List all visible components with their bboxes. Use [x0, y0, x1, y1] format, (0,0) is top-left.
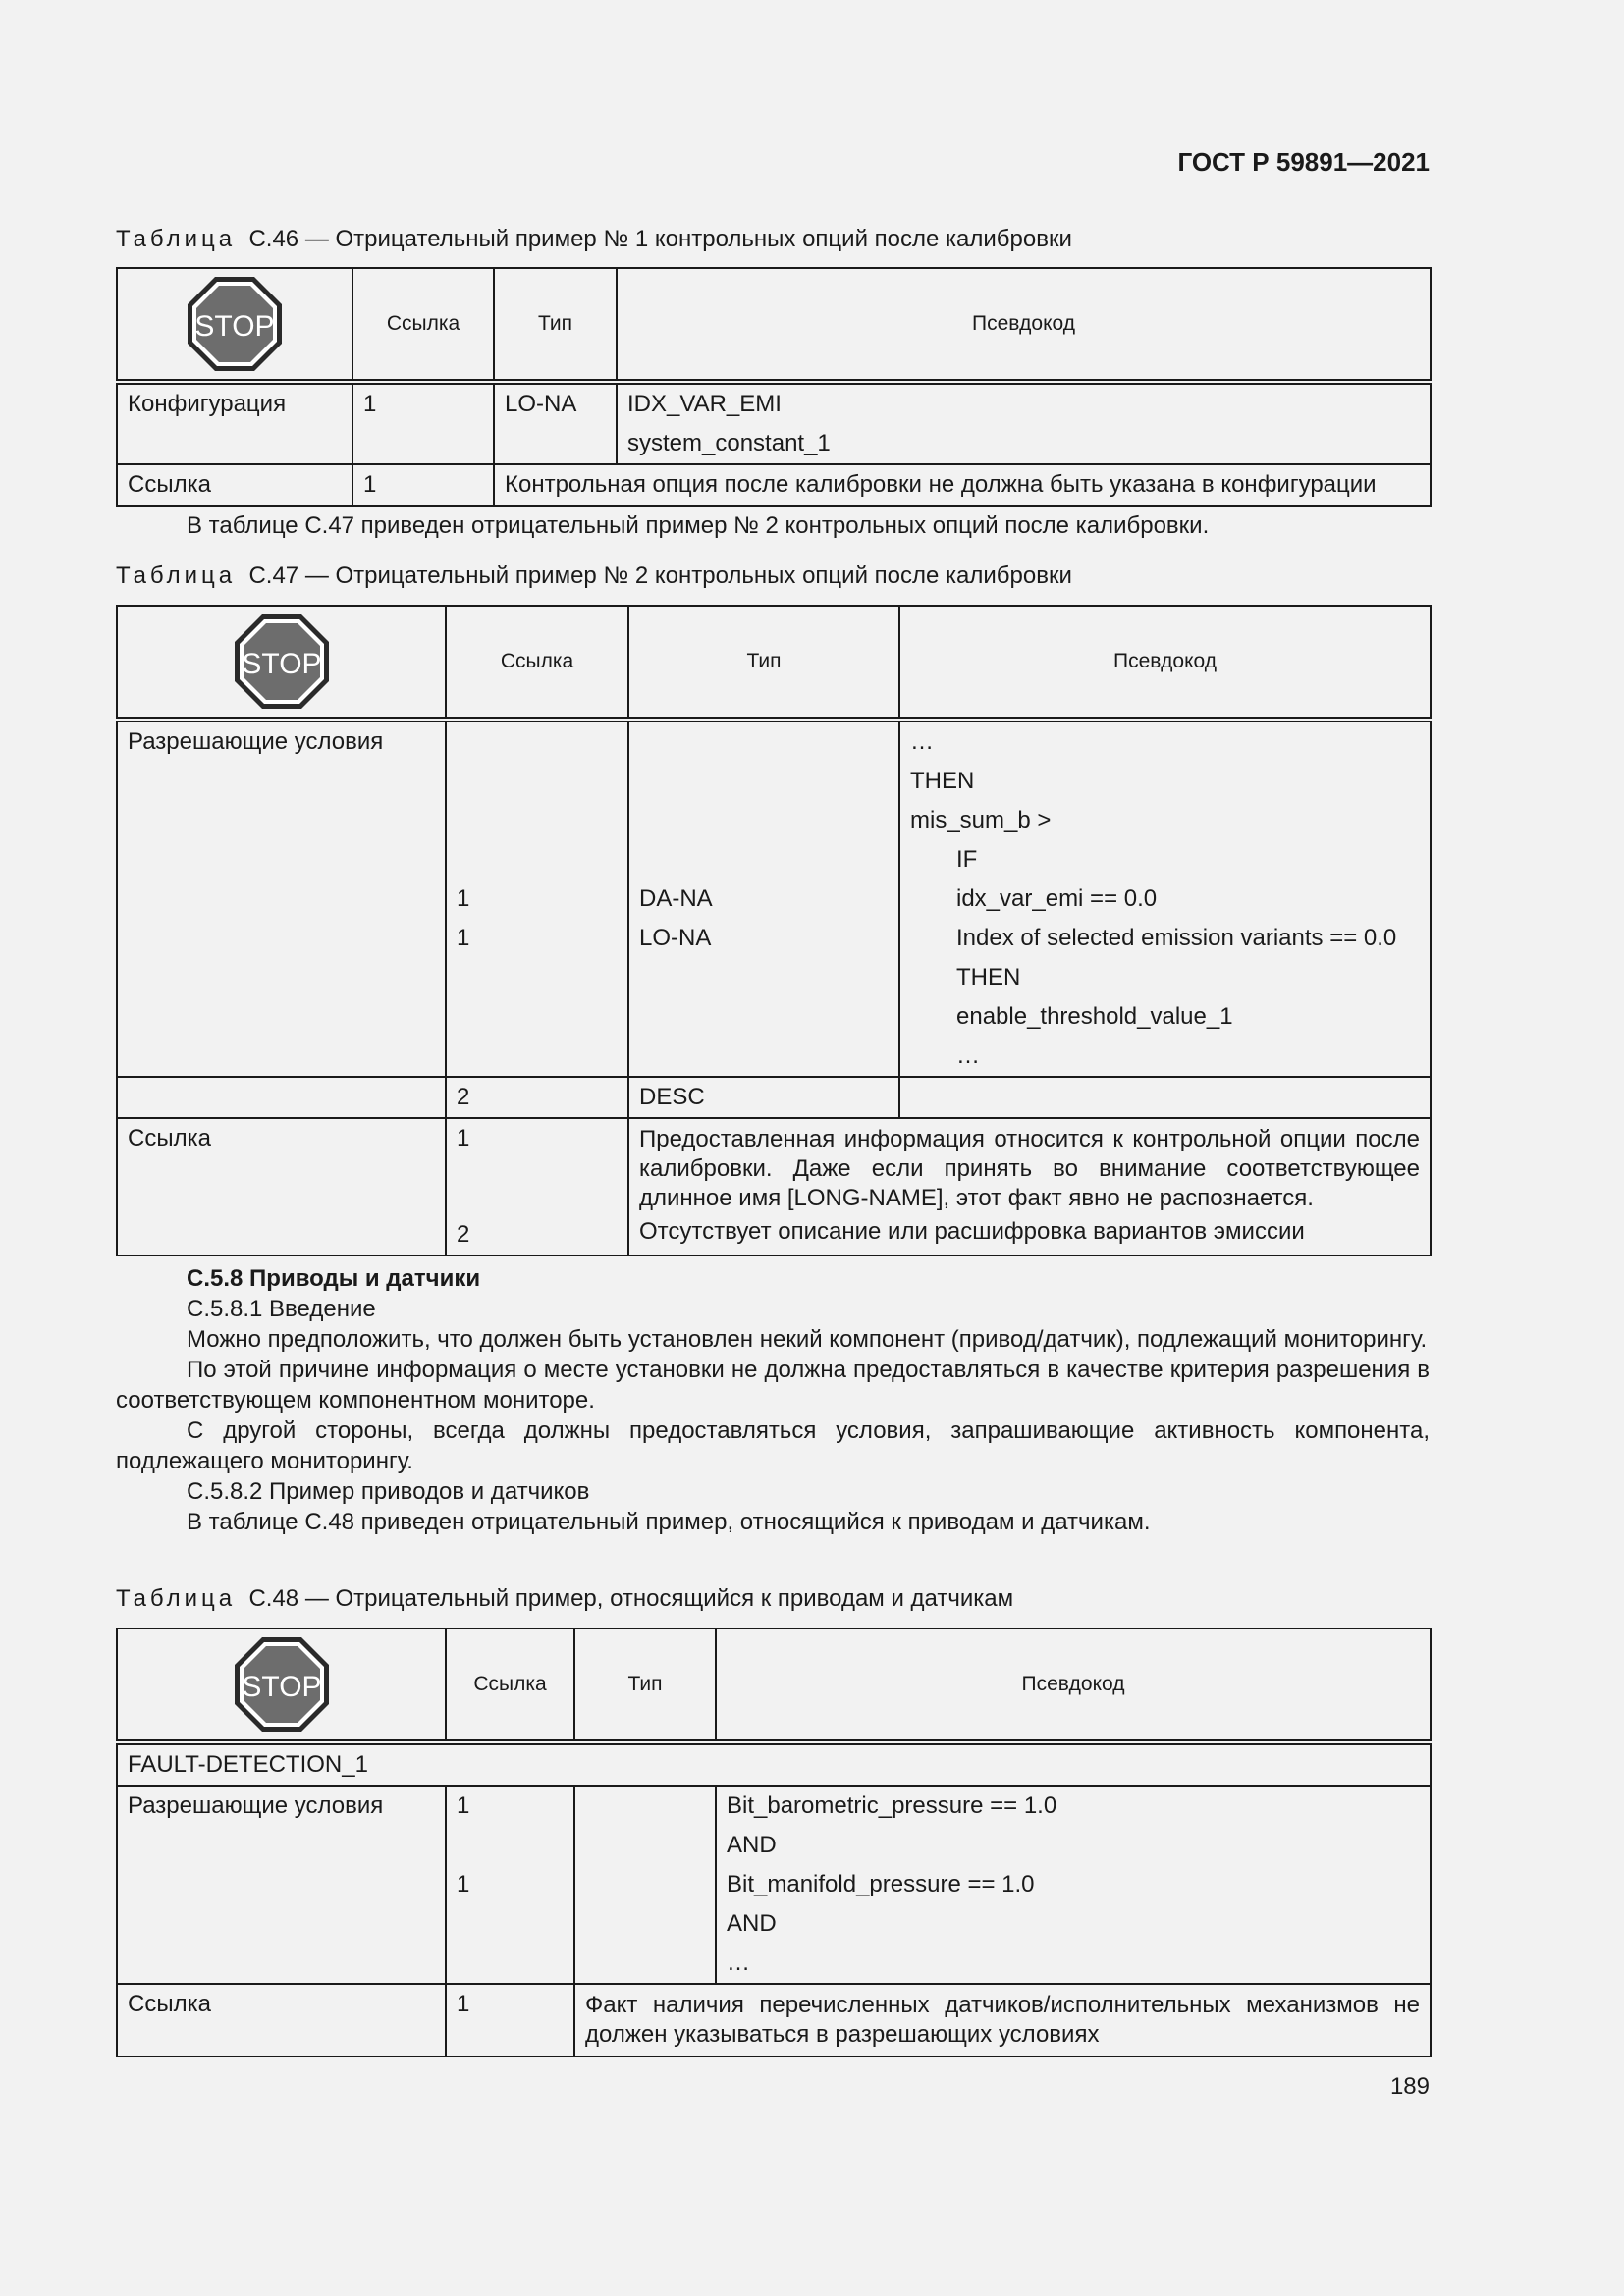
table-row [117, 464, 1431, 506]
row-type: LO-NA [494, 382, 617, 464]
stop-sign-cell [117, 606, 446, 720]
header-type: Тип [628, 606, 899, 720]
header-pseudo: Псевдокод [899, 606, 1431, 720]
page-number: 189 [1389, 2073, 1430, 2100]
stop-icon [233, 1635, 331, 1734]
subsection-title: С.5.8.1 Введение [187, 1296, 376, 1322]
section-body: С.5.8 Приводы и датчики С.5.8.1 Введение Можно предположить, что должен быть установлен некий компонент (привод/датчик), подлежащий мониторингу. По этой причине информация о месте установки не должна предоставляться в качестве критерия разрешения в соответствующем компонентном мониторе. С другой стороны, всегда должны предоставляться условия, запрашивающие активность компонента, подлежащего мониторингу. С.5.8.2 Пример приводов и датчиков В таблице С.48 приведен отрицательный пример, относящийся к приводам и датчикам. [116, 1265, 1430, 1535]
row-label: Ссылка [117, 464, 352, 506]
row-ref: 1 [352, 382, 494, 464]
header-ref: Ссылка [446, 606, 628, 720]
table47 [116, 605, 1432, 1256]
table48-caption: Таблица С.48 — Отрицательный пример, относящийся к приводам и датчикам [116, 1585, 1014, 1612]
table-row: Ссылка 1 Факт наличия перечисленных датчиков/исполнительных механизмов не должен указываться в разрешающих условиях [117, 1984, 1431, 2056]
table46 [116, 267, 1432, 507]
table-row: Ссылка 1 2 Предоставленная информация относится к контрольной опции после калибровки. Даже если принять во внимание соответствующее длинное имя [LONG-NAME], этот факт явно не распознается. Отсутствует описание или расшифровка вариантов эмиссии [117, 1118, 1431, 1255]
table-row: Разрешающие условия 1 1 DA-NA LO-NA … THEN mis_sum_b > IF idx_var_emi == 0.0 Index of selected emission variants == 0.0 THEN enable_threshold_value_1 … [117, 720, 1431, 1077]
table-row [117, 382, 1431, 464]
header-ref: Ссылка [352, 268, 494, 382]
header-ref: Ссылка [446, 1629, 574, 1742]
stop-label: STOP [194, 310, 275, 343]
table47-caption: Таблица С.47 — Отрицательный пример № 2 контрольных опций после калибровки [116, 562, 1072, 589]
svg-text:STOP: STOP [241, 648, 322, 680]
subsection-title: С.5.8.2 Пример приводов и датчиков [187, 1478, 590, 1505]
stop-icon [233, 613, 331, 711]
code-line: IDX_VAR_EMI [627, 391, 782, 417]
header-pseudo: Псевдокод [716, 1629, 1431, 1742]
section-title: С.5.8 Приводы и датчики [187, 1265, 481, 1292]
table46-caption: Таблица С.46 — Отрицательный пример № 1 контрольных опций после калибровки [116, 226, 1072, 252]
stop-sign-cell [117, 1629, 446, 1742]
row-label: Разрешающие условия [117, 720, 446, 1077]
row-ref: 1 [352, 464, 494, 506]
header-type: Тип [494, 268, 617, 382]
header-type: Тип [574, 1629, 716, 1742]
document-code: ГОСТ Р 59891—2021 [1177, 147, 1430, 177]
intro-paragraph: В таблице С.47 приведен отрицательный пример № 2 контрольных опций после калибровки. [187, 512, 1210, 539]
row-text: Контрольная опция после калибровки не должна быть указана в конфигурации [494, 464, 1431, 506]
header-pseudo: Псевдокод [617, 268, 1431, 382]
table-row: Разрешающие условия 1 1 Bit_barometric_pressure == 1.0 AND Bit_manifold_pressure == 1.0 AND … [117, 1786, 1431, 1984]
group-label: FAULT-DETECTION_1 [117, 1742, 1431, 1786]
row-label: Конфигурация [117, 382, 352, 464]
pseudocode-cell: … THEN mis_sum_b > IF idx_var_emi == 0.0 Index of selected emission variants == 0.0 THEN enable_threshold_value_1 … [899, 720, 1431, 1077]
stop-icon [186, 275, 284, 373]
table-row: 2 DESC [117, 1077, 1431, 1118]
table-row [117, 1742, 1431, 1786]
code-line: system_constant_1 [627, 430, 831, 456]
svg-text:STOP: STOP [241, 1671, 322, 1703]
table48 [116, 1628, 1432, 2057]
stop-sign-cell [117, 268, 352, 382]
